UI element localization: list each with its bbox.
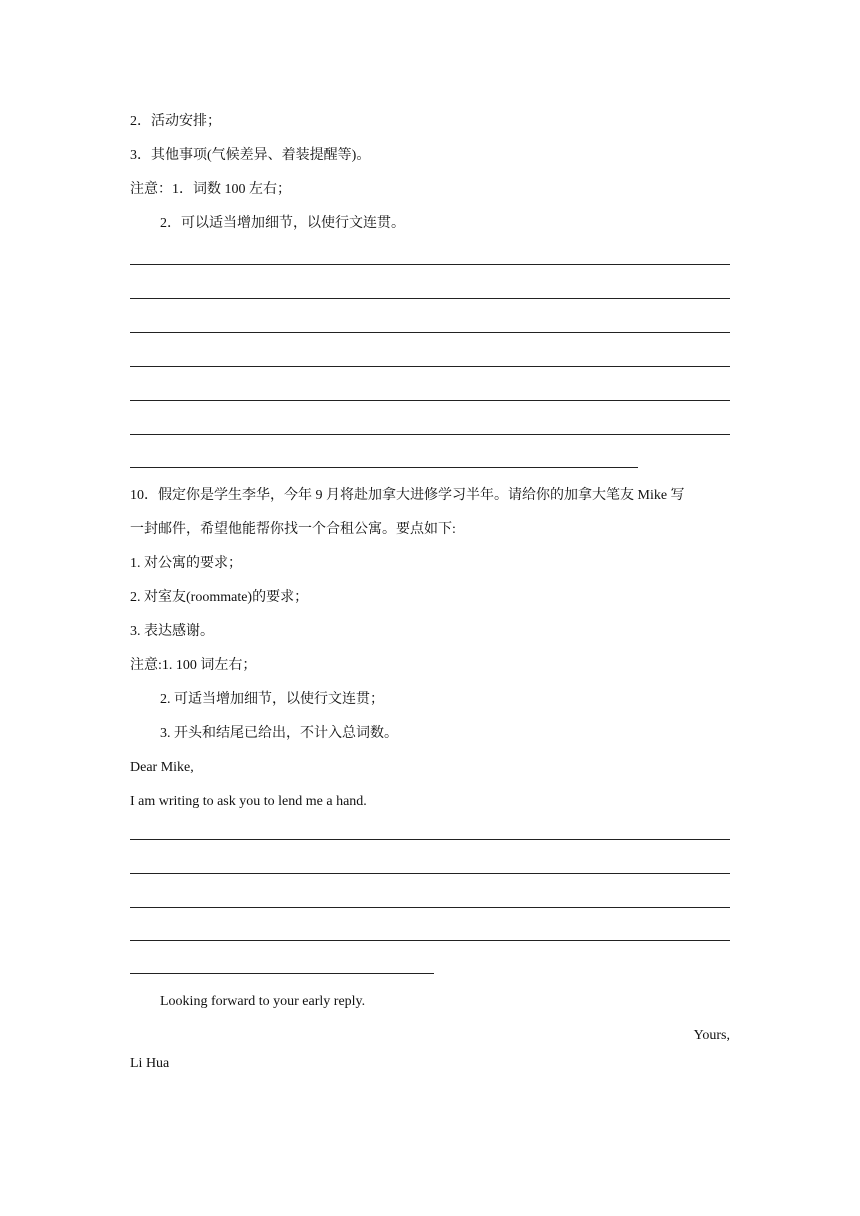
prev-note-line-2: 2．可以适当增加细节，以使行文连贯。: [160, 216, 405, 231]
letter-signoff: Yours,: [693, 1028, 730, 1043]
q10-point-1: 1. 对公寓的要求；: [130, 556, 242, 571]
answer-line: [130, 434, 730, 435]
prev-point-3: 3．其他事项(气候差异、着装提醒等)。: [130, 148, 371, 163]
q10-note-line-1: 注意:1. 100 词左右；: [130, 658, 257, 673]
prev-note-line-1: 注意：1．词数 100 左右；: [130, 182, 291, 197]
q10-prompt-line-2: 一封邮件，希望他能帮你找一个合租公寓。要点如下:: [130, 522, 456, 537]
prev-point-2: 2．活动安排；: [130, 114, 221, 129]
answer-line: [130, 907, 730, 908]
answer-line: [130, 839, 730, 840]
answer-line: [130, 400, 730, 401]
q10-note-line-3: 3. 开头和结尾已给出，不计入总词数。: [160, 726, 398, 741]
answer-line: [130, 298, 730, 299]
q10-prompt-line-1: 10．假定你是学生李华，今年 9 月将赴加拿大进修学习半年。请给你的加拿大笔友 Mike 写: [130, 488, 685, 503]
q10-point-2: 2. 对室友(roommate)的要求；: [130, 590, 309, 605]
letter-closing: Looking forward to your early reply.: [160, 994, 366, 1009]
answer-line: [130, 467, 638, 468]
answer-line: [130, 940, 730, 941]
q10-note-line-2: 2. 可适当增加细节，以使行文连贯；: [160, 692, 384, 707]
letter-signature: Li Hua: [130, 1056, 170, 1071]
q10-point-3: 3. 表达感谢。: [130, 624, 214, 639]
answer-line: [130, 366, 730, 367]
answer-line: [130, 873, 730, 874]
answer-line: [130, 973, 434, 974]
letter-salutation: Dear Mike,: [130, 760, 194, 775]
answer-line: [130, 264, 730, 265]
answer-line: [130, 332, 730, 333]
letter-opening: I am writing to ask you to lend me a hand.: [130, 794, 367, 809]
